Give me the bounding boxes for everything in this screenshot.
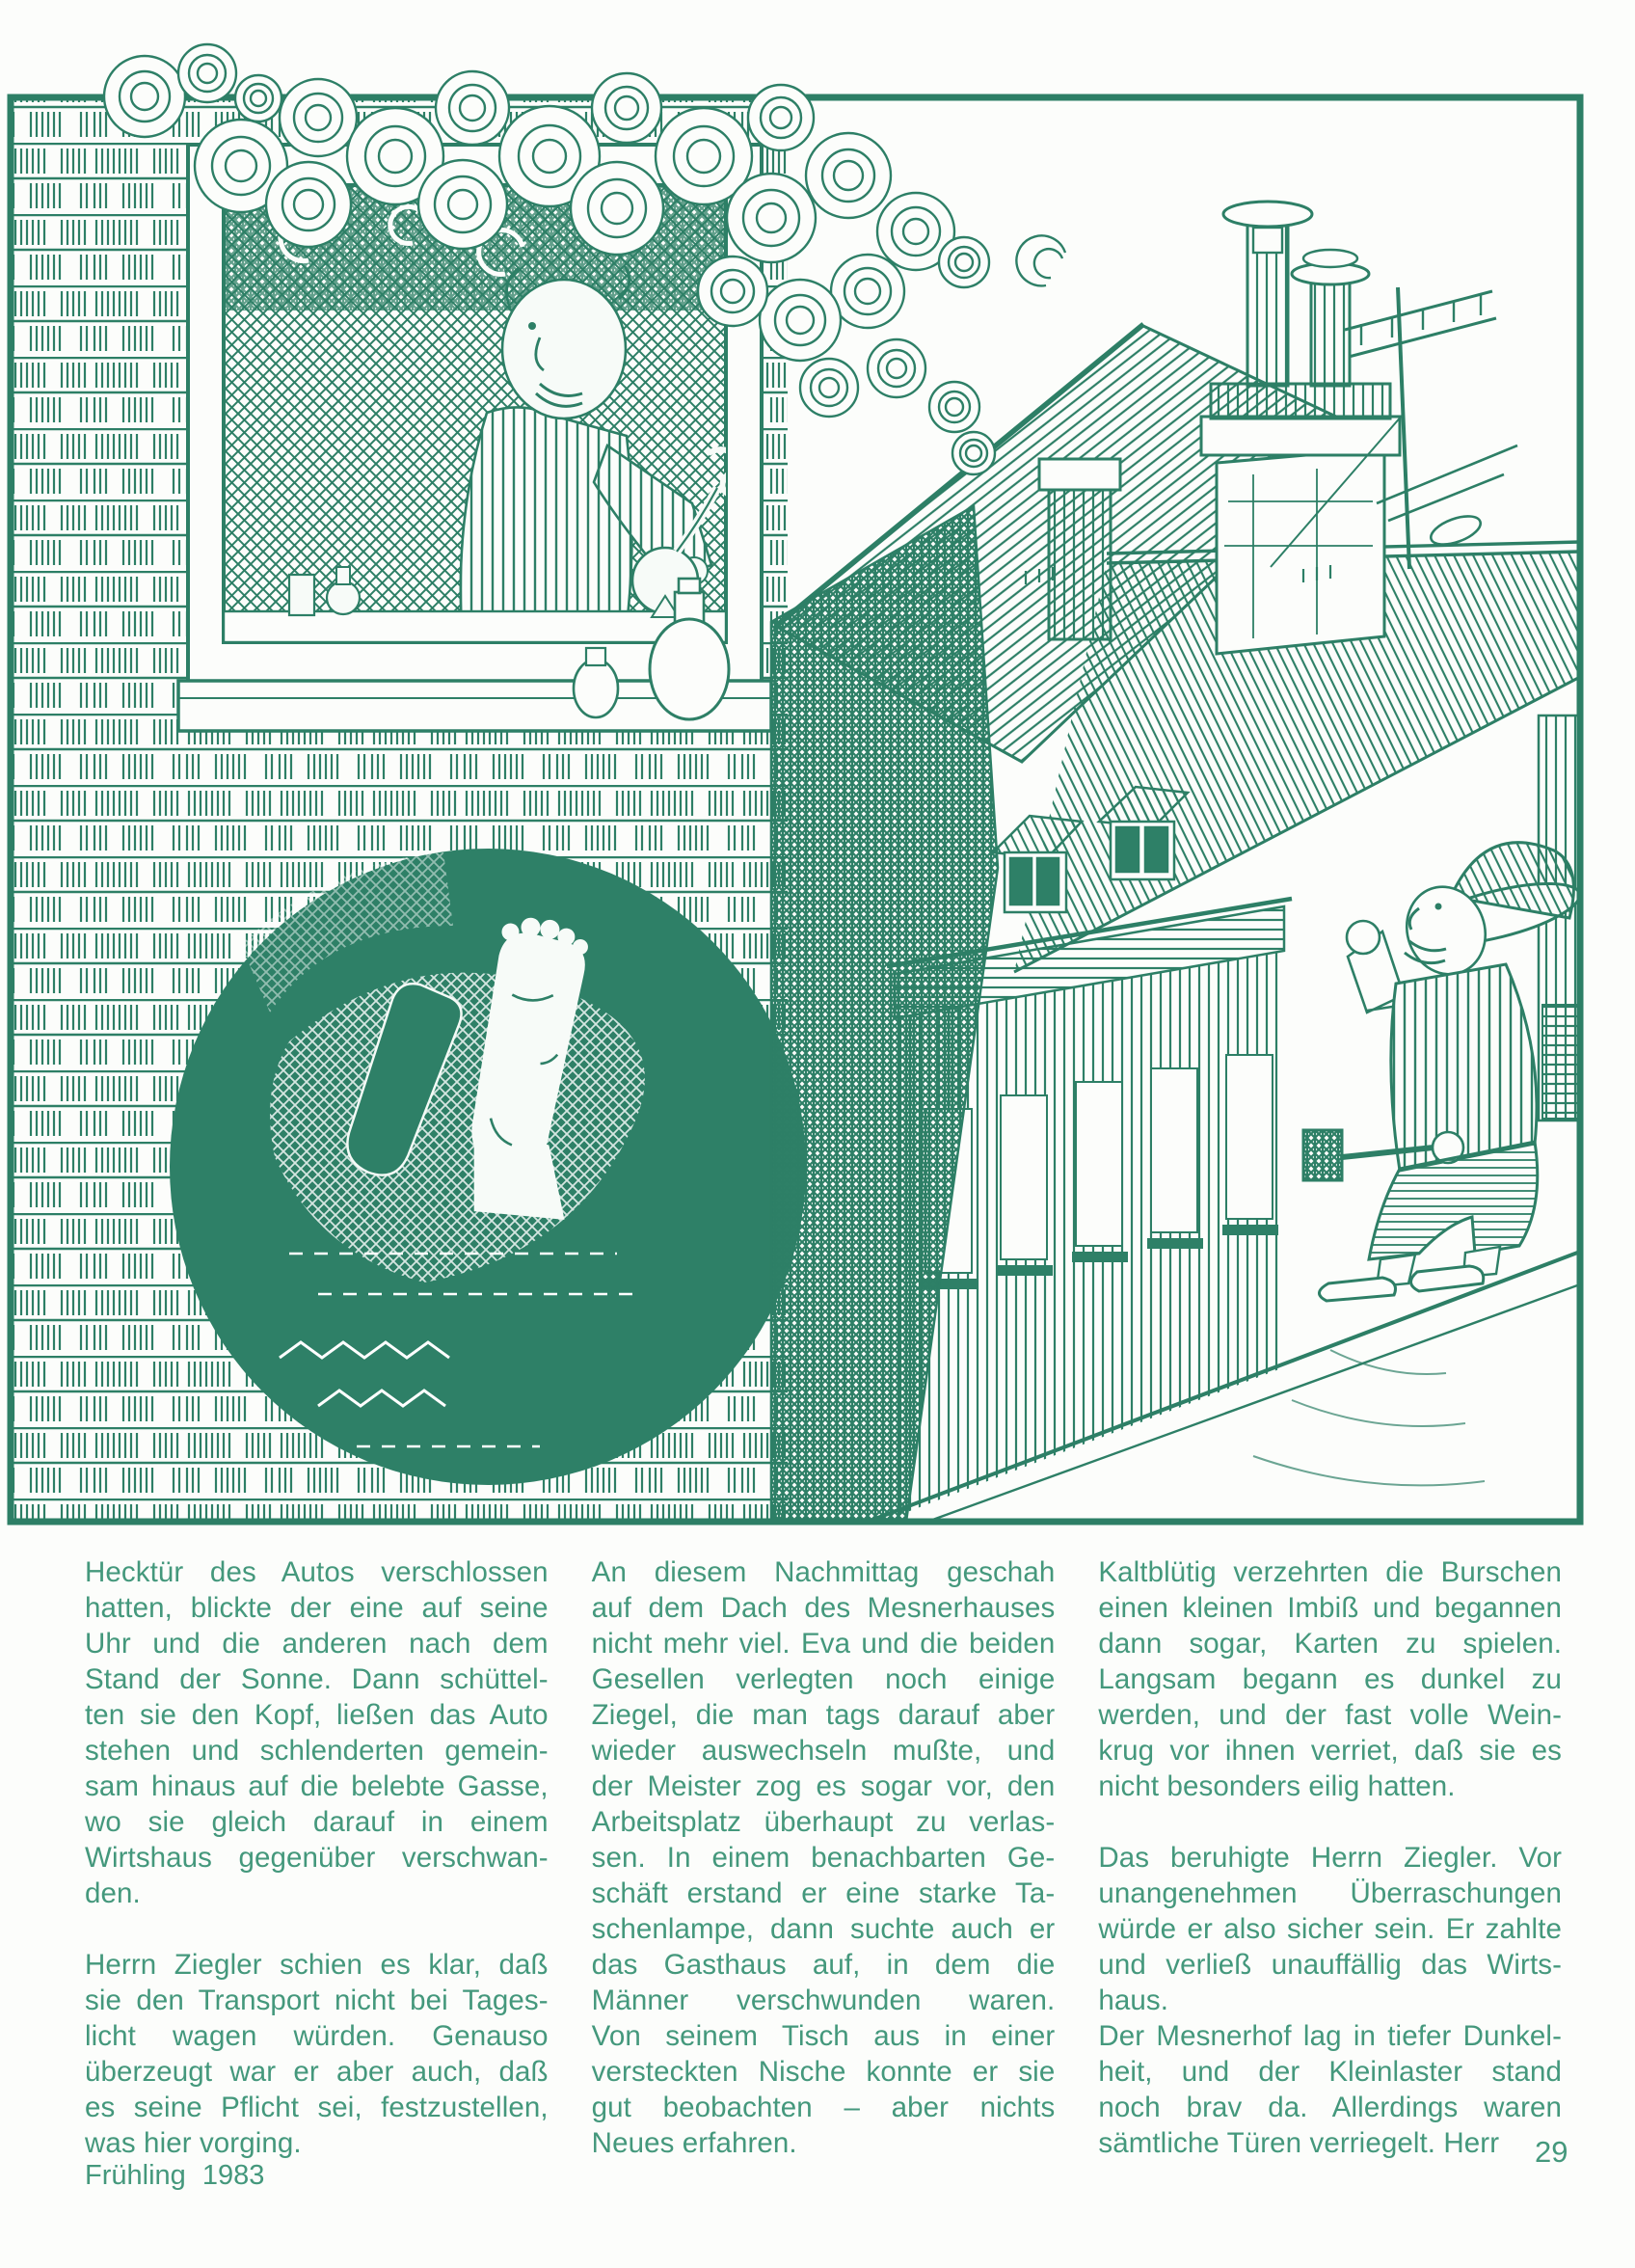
text-line: was hier vorging.: [85, 2127, 302, 2159]
article-column-3: [1098, 1554, 1562, 2161]
text-line: wieder auswechseln mußte, und: [591, 1735, 1056, 1767]
text-line: Das beruhigte Herrn Ziegler. Vor: [1098, 1842, 1563, 1874]
text-line: Gesellen verlegten noch einige: [591, 1663, 1056, 1695]
text-line: ten sie den Kopf, ließen das Auto: [85, 1699, 549, 1731]
text-line: Langsam begann es dunkel zu: [1098, 1663, 1563, 1695]
text-line: den.: [85, 1877, 141, 1909]
text-line: schenlampe, dann suchte auch er: [591, 1913, 1056, 1945]
text-line: werden, und der fast volle Wein-: [1098, 1699, 1563, 1731]
text-line: es seine Pflicht sei, festzustellen,: [85, 2092, 549, 2123]
text-line: sie den Transport nicht bei Tages-: [85, 1984, 549, 2016]
text-line: hatten, blickte der eine auf seine: [85, 1592, 549, 1624]
text-line: Herrn Ziegler schien es klar, daß: [85, 1949, 549, 1981]
feet-vignette-circle: [170, 849, 806, 1485]
text-line: würde er also sicher sein. Er zahlte: [1098, 1913, 1563, 1945]
text-line: sen. In einem benachbarten Ge-: [591, 1842, 1056, 1874]
text-line: Männer verschwunden waren.: [591, 1984, 1056, 2016]
text-line: das Gasthaus auf, in dem die: [591, 1949, 1056, 1981]
text-line: gut beobachten – aber nichts: [591, 2092, 1056, 2123]
text-line: dann sogar, Karten zu spielen.: [1098, 1628, 1563, 1660]
paragraph: [592, 1554, 1056, 2161]
paragraph: [1098, 1554, 1562, 1804]
text-line: licht wagen würden. Genauso: [85, 2020, 549, 2052]
article-column-2: [592, 1554, 1056, 2161]
text-line: Hecktür des Autos verschlossen: [85, 1556, 549, 1588]
article-column-1: [85, 1554, 549, 2161]
article-text: [85, 1554, 1562, 2161]
paragraph: [1098, 1840, 1562, 2018]
text-line: unangenehmen Überraschungen: [1098, 1877, 1563, 1909]
text-line: haus.: [1098, 1984, 1169, 2016]
text-line: auf dem Dach des Mesnerhauses: [591, 1592, 1056, 1624]
text-line: stehen und schlenderten gemein-: [85, 1735, 549, 1767]
text-line: Kaltblütig verzehrten die Burschen: [1098, 1556, 1563, 1588]
text-line: überzeugt war er aber auch, daß: [85, 2056, 549, 2088]
text-line: nicht besonders eilig hatten.: [1098, 1770, 1456, 1802]
text-line: Neues erfahren.: [591, 2127, 797, 2159]
footer-page-number: 29: [1535, 2135, 1568, 2169]
text-line: der Meister zog es sogar vor, den: [591, 1770, 1056, 1802]
footer-issue: Frühling 1983: [85, 2160, 265, 2191]
text-line: sämtliche Türen verriegelt. Herr: [1098, 2127, 1500, 2159]
text-line: schäft erstand er eine starke Ta-: [591, 1877, 1056, 1909]
text-line: versteckten Nische konnte er sie: [591, 2056, 1056, 2088]
text-line: nicht mehr viel. Eva und die beiden: [591, 1628, 1056, 1660]
text-line: heit, und der Kleinlaster stand: [1098, 2056, 1563, 2088]
text-line: Wirtshaus gegenüber verschwan-: [85, 1842, 549, 1874]
text-line: krug vor ihnen verriet, daß sie es: [1098, 1735, 1563, 1767]
text-line: sam hinaus auf die belebte Gasse,: [85, 1770, 549, 1802]
text-line: Arbeitsplatz überhaupt zu verlas-: [591, 1806, 1056, 1838]
text-line: Von seinem Tisch aus in einer: [591, 2020, 1056, 2052]
paragraph: [85, 1947, 549, 2161]
text-line: Ziegel, die man tags darauf aber: [591, 1699, 1056, 1731]
text-line: wo sie gleich darauf in einem: [85, 1806, 549, 1838]
text-line: Stand der Sonne. Dann schüttel-: [85, 1663, 549, 1695]
chimney-large: [1201, 202, 1400, 654]
hammer: [1303, 1130, 1342, 1180]
text-line: und verließ unauffällig das Wirts-: [1098, 1949, 1563, 1981]
text-line: noch brav da. Allerdings waren: [1098, 2092, 1563, 2123]
text-line: einen kleinen Imbiß und begannen: [1098, 1592, 1563, 1624]
text-line: An diesem Nachmittag geschah: [591, 1556, 1056, 1588]
text-line: Uhr und die anderen nach dem: [85, 1628, 549, 1660]
paragraph: [1098, 2018, 1562, 2161]
paragraph: [85, 1554, 549, 1911]
text-line: Der Mesnerhof lag in tiefer Dunkel-: [1098, 2020, 1563, 2052]
